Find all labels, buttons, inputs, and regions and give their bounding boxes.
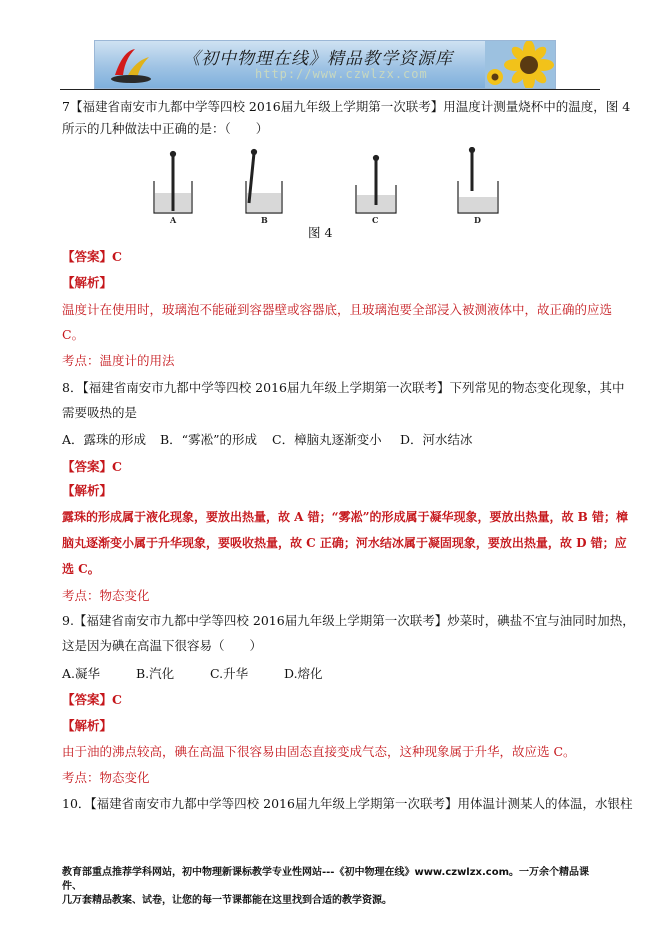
q8-text-line2: 需要吸热的是 xyxy=(62,405,138,420)
figure-label-b: B xyxy=(261,215,268,225)
page-footer xyxy=(62,866,602,908)
q9-option-c: C.升华 xyxy=(210,666,249,681)
figure-label-d: D xyxy=(474,215,481,225)
figure-caption: 图 4 xyxy=(308,225,333,240)
q8-option-c: C．樟脑丸逐渐变小 xyxy=(272,432,382,447)
banner-url[interactable]: http://www.czwlzx.com xyxy=(255,67,428,81)
site-logo-icon xyxy=(109,45,153,84)
footer-line1: 教育部重点推荐学科网站，初中物理新课标教学专业性网站---《初中物理在线》www.czwlzx.com。一万余个精品课件、 xyxy=(62,867,590,892)
q9-analysis-tag: 【解析】 xyxy=(62,718,113,733)
q8-option-a: A．露珠的形成 xyxy=(62,432,147,447)
figure-label-c: C xyxy=(372,215,379,225)
banner-title: 《初中物理在线》精品教学资源库 xyxy=(183,49,453,69)
q9-option-d: D.熔化 xyxy=(284,666,323,681)
q9-point: 考点：物态变化 xyxy=(62,770,150,785)
beaker-a xyxy=(154,152,192,214)
beaker-b xyxy=(246,150,282,214)
q7-analysis-tag: 【解析】 xyxy=(62,275,113,290)
q8-option-b: B．“雾凇”的形成 xyxy=(160,432,257,447)
q9-option-a: A.凝华 xyxy=(62,666,101,681)
q8-analysis-tag: 【解析】 xyxy=(62,483,113,498)
q8-explain-line3: 选 C。 xyxy=(62,562,100,576)
header-banner xyxy=(94,40,556,89)
q9-answer: 【答案】C xyxy=(62,692,122,707)
footer-line2: 几万套精品教案、试卷，让您的每一节课都能在这里找到合适的教学资源。 xyxy=(62,895,392,906)
beaker-d xyxy=(458,148,498,214)
q8-explain-line1: 露珠的形成属于液化现象，要放出热量，故 A 错；“雾凇”的形成属于凝华现象，要放出热量，故 B 错；樟 xyxy=(62,510,628,524)
q8-option-d: D．河水结冰 xyxy=(400,432,473,447)
q7-point: 考点：温度计的用法 xyxy=(62,353,175,368)
thermometer-figure xyxy=(150,147,510,225)
q8-point: 考点：物态变化 xyxy=(62,588,150,603)
q9-option-b: B.汽化 xyxy=(136,666,175,681)
sunflower-icon xyxy=(485,41,555,88)
q8-text-line1: 8．【福建省南安市九都中学等四校 2016届九年级上学期第一次联考】下列常见的物态变化现象，其中 xyxy=(62,380,625,395)
q7-text-line1: 7【福建省南安市九都中学等四校 2016届九年级上学期第一次联考】用温度计测量烧杯中的温度，图 4 xyxy=(62,99,631,114)
beaker-c xyxy=(356,156,396,214)
q8-explain-line2: 脑丸逐渐变小属于升华现象，要吸收热量，故 C 正确；河水结冰属于凝固现象，要放出热量，故 D 错；应 xyxy=(62,536,627,550)
q8-options xyxy=(62,432,473,448)
q9-options xyxy=(62,666,323,682)
q10-text-line1: 10．【福建省南安市九都中学等四校 2016届九年级上学期第一次联考】用体温计测某人的体温，水银柱 xyxy=(62,796,633,811)
q9-text-line2: 这是因为碘在高温下很容易（ ） xyxy=(62,638,263,653)
q9-explain-line1: 由于油的沸点较高，碘在高温下很容易由固态直接变成气态，这种现象属于升华，故应选 C。 xyxy=(62,744,576,759)
figure-label-a: A xyxy=(170,215,177,225)
q8-answer: 【答案】C xyxy=(62,459,122,474)
q9-text-line1: 9.【福建省南安市九都中学等四校 2016届九年级上学期第一次联考】炒菜时，碘盐不宜与油同时加热， xyxy=(62,613,635,628)
q7-explain-line2: C。 xyxy=(62,327,85,342)
q7-answer: 【答案】C xyxy=(62,249,122,264)
header-rule xyxy=(60,89,600,90)
q7-explain-line1: 温度计在使用时，玻璃泡不能碰到容器壁或容器底，且玻璃泡要全部浸入被测液体中，故正确的应选 xyxy=(62,302,613,317)
q7-text-line2: 所示的几种做法中正确的是：（ ） xyxy=(62,121,269,136)
